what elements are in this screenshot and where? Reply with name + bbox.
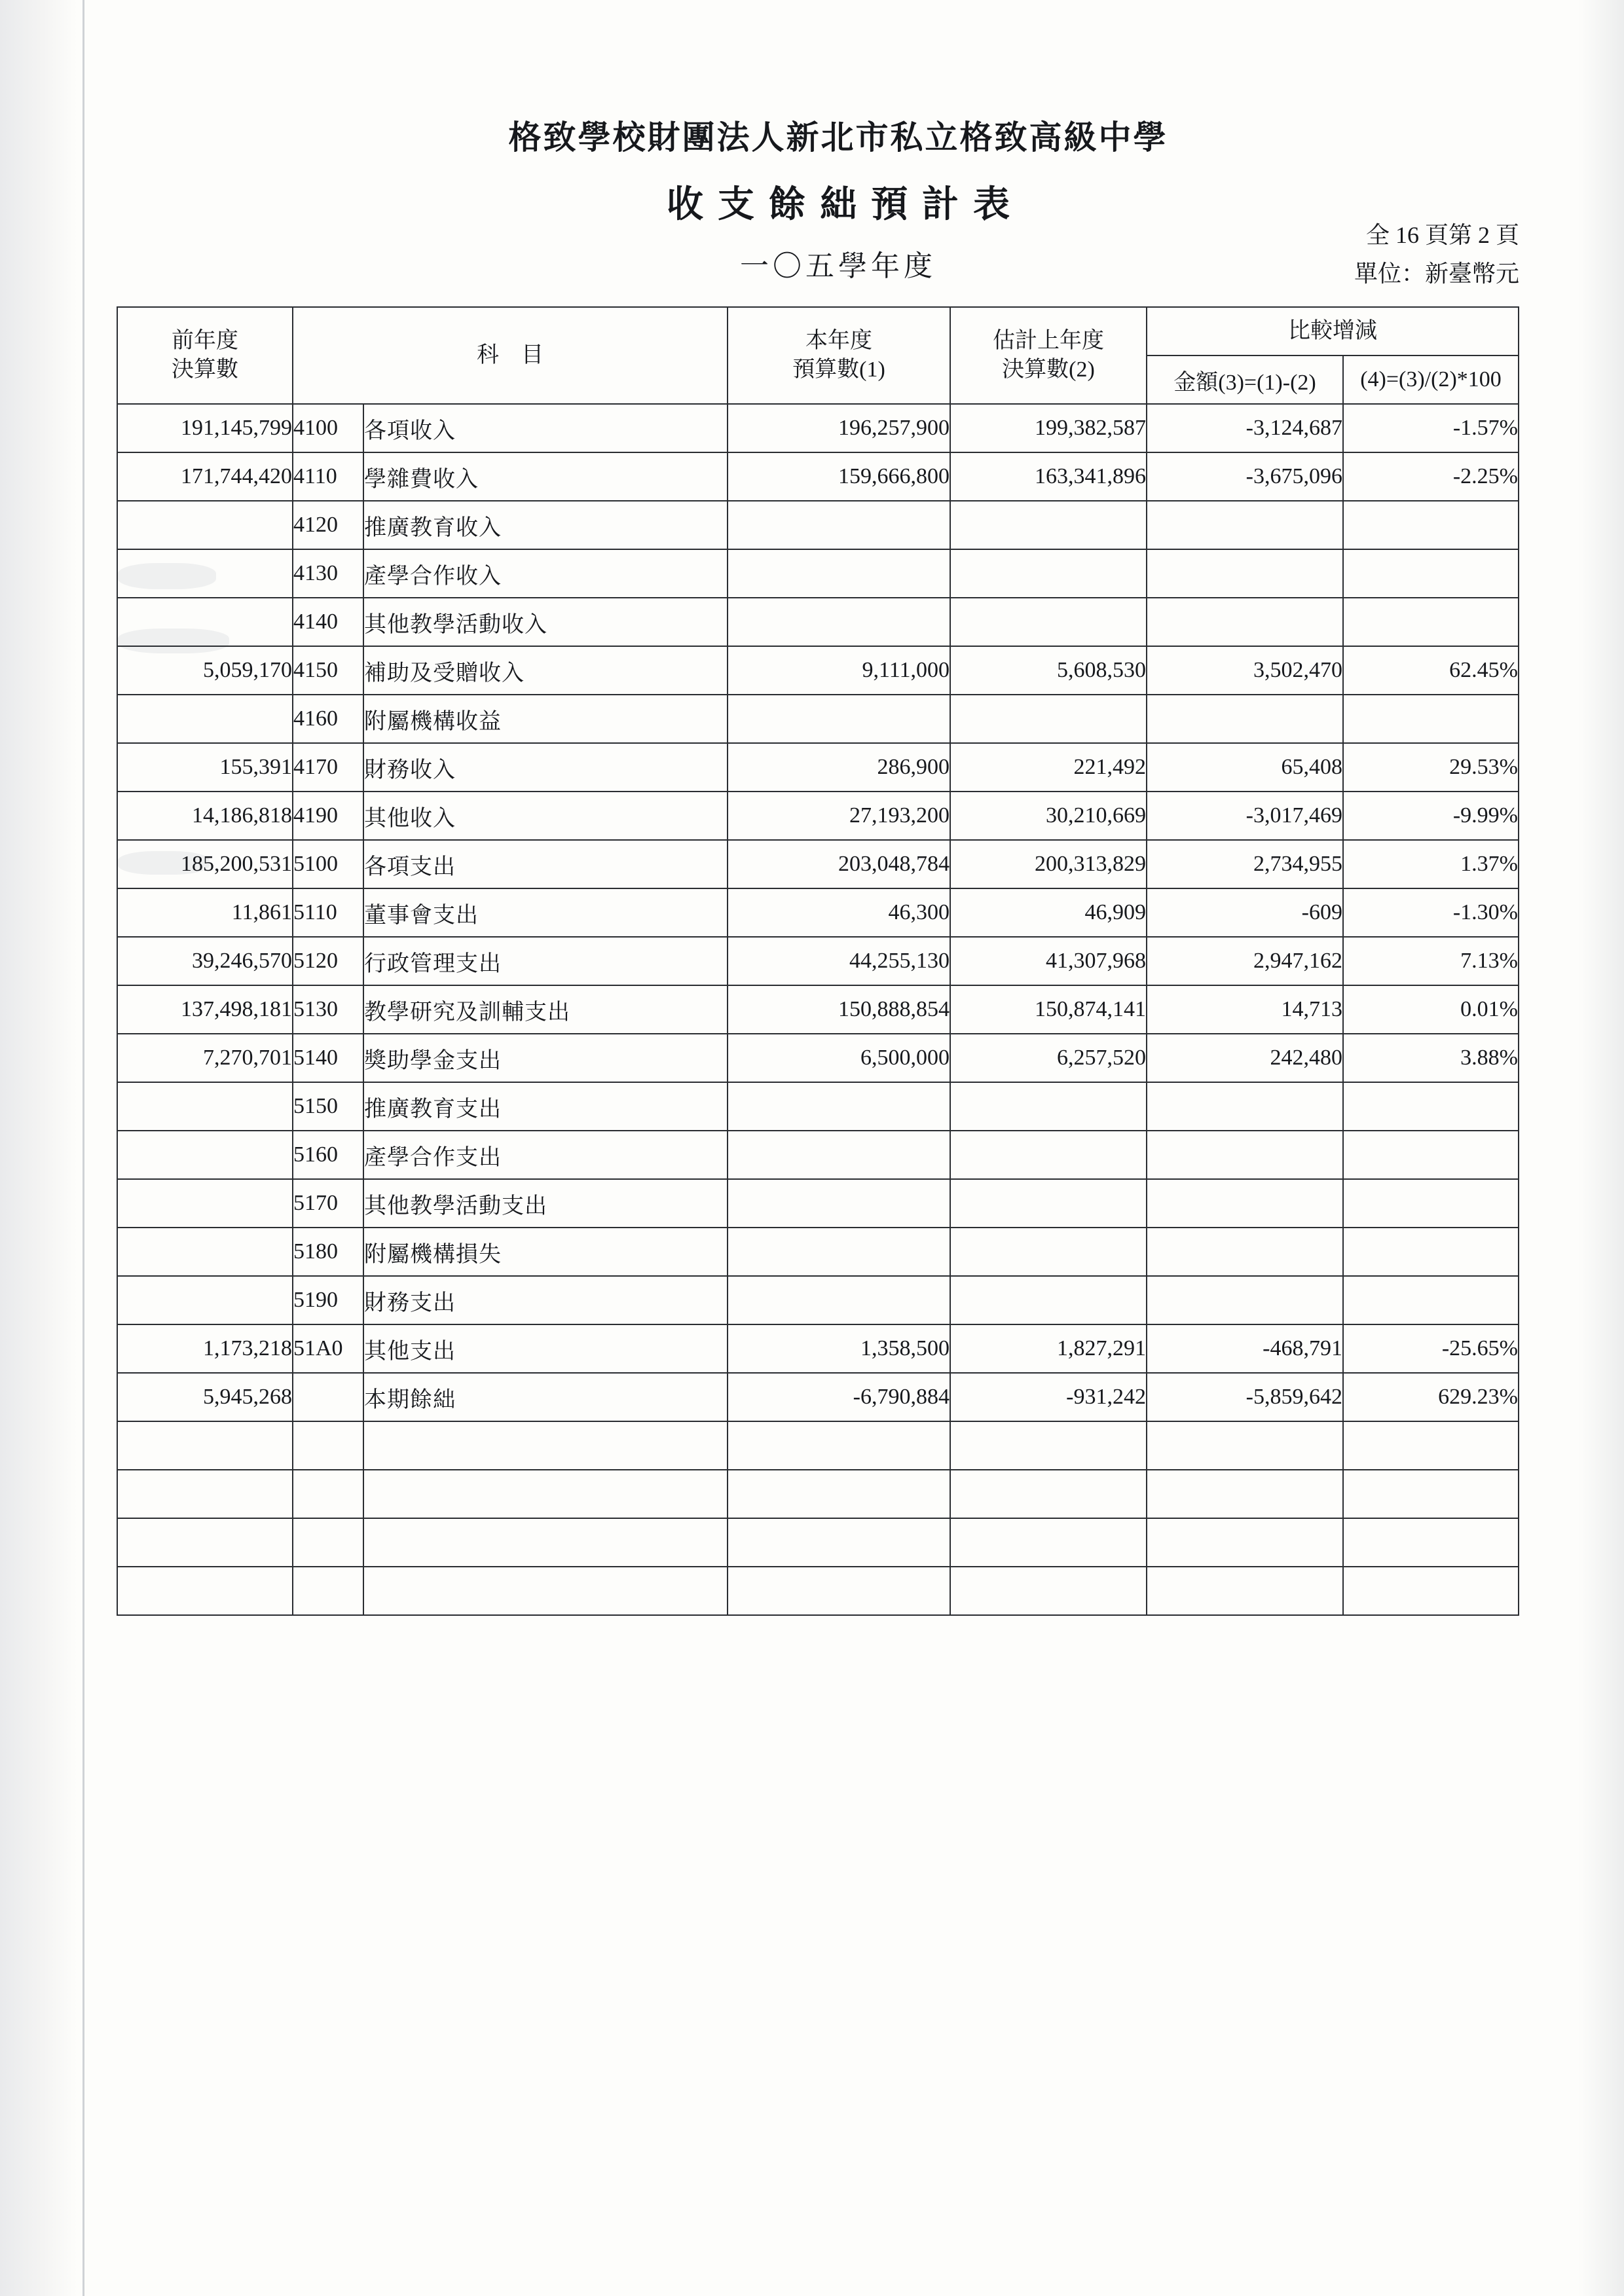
- table-row: [117, 792, 1519, 840]
- cell-budget: -6,790,884: [728, 1373, 950, 1421]
- cell-prev-year: [117, 1179, 293, 1228]
- cell-prev-year: [117, 549, 293, 598]
- cell-budget: [728, 1276, 950, 1324]
- table-row: [117, 646, 1519, 695]
- cell-estimate: 46,909: [950, 888, 1147, 937]
- cell-subject-name: 行政管理支出: [363, 937, 728, 985]
- cell-subject-name: 學雜費收入: [363, 452, 728, 501]
- cell-subject-name: 財務收入: [363, 743, 728, 792]
- cell-prev-year: [117, 501, 293, 549]
- cell-account-code: 5100: [293, 840, 363, 888]
- cell-diff-amount: -609: [1147, 888, 1343, 937]
- cell-budget: 159,666,800: [728, 452, 950, 501]
- cell-prev-year: 171,744,420: [117, 452, 293, 501]
- cell-account-code: 4150: [293, 646, 363, 695]
- cell-prev-year: 14,186,818: [117, 792, 293, 840]
- cell-diff-percent: [1343, 1567, 1519, 1615]
- cell-prev-year: [117, 1276, 293, 1324]
- cell-prev-year: 5,945,268: [117, 1373, 293, 1421]
- cell-subject-name: 推廣教育支出: [363, 1082, 728, 1131]
- cell-budget: 1,358,500: [728, 1324, 950, 1373]
- cell-account-code: 4190: [293, 792, 363, 840]
- cell-subject-name: 附屬機構損失: [363, 1228, 728, 1276]
- cell-estimate: [950, 1179, 1147, 1228]
- cell-diff-percent: [1343, 1518, 1519, 1567]
- cell-prev-year: [117, 1518, 293, 1567]
- cell-account-code: 4100: [293, 404, 363, 452]
- cell-estimate: [950, 1228, 1147, 1276]
- table-row: [117, 1324, 1519, 1373]
- cell-diff-amount: [1147, 1276, 1343, 1324]
- cell-account-code: 5160: [293, 1131, 363, 1179]
- cell-estimate: 5,608,530: [950, 646, 1147, 695]
- cell-subject-name: [363, 1518, 728, 1567]
- cell-estimate: 150,874,141: [950, 985, 1147, 1034]
- column-header-percent: (4)=(3)/(2)*100: [1343, 355, 1519, 404]
- cell-prev-year: [117, 695, 293, 743]
- cell-budget: [728, 1567, 950, 1615]
- cell-account-code: [293, 1421, 363, 1470]
- cell-account-code: 5190: [293, 1276, 363, 1324]
- cell-budget: [728, 1518, 950, 1567]
- table-row: [117, 743, 1519, 792]
- cell-subject-name: 補助及受贈收入: [363, 646, 728, 695]
- cell-estimate: 30,210,669: [950, 792, 1147, 840]
- scan-edge-line: [83, 0, 84, 2296]
- cell-budget: [728, 1082, 950, 1131]
- cell-prev-year: [117, 1470, 293, 1518]
- cell-diff-amount: 2,734,955: [1147, 840, 1343, 888]
- cell-diff-percent: [1343, 1276, 1519, 1324]
- cell-prev-year: 185,200,531: [117, 840, 293, 888]
- cell-account-code: 5140: [293, 1034, 363, 1082]
- cell-diff-percent: [1343, 598, 1519, 646]
- cell-estimate: 41,307,968: [950, 937, 1147, 985]
- organization-title: 格致學校財團法人新北市私立格致高級中學: [508, 119, 1168, 156]
- cell-diff-percent: 3.88%: [1343, 1034, 1519, 1082]
- table-row: [117, 1567, 1519, 1615]
- cell-prev-year: [117, 1131, 293, 1179]
- table-row: [117, 1131, 1519, 1179]
- cell-estimate: 221,492: [950, 743, 1147, 792]
- cell-diff-amount: 14,713: [1147, 985, 1343, 1034]
- cell-subject-name: [363, 1421, 728, 1470]
- cell-subject-name: 教學研究及訓輔支出: [363, 985, 728, 1034]
- cell-estimate: 200,313,829: [950, 840, 1147, 888]
- cell-estimate: [950, 695, 1147, 743]
- cell-prev-year: 11,861: [117, 888, 293, 937]
- cell-diff-percent: -25.65%: [1343, 1324, 1519, 1373]
- table-row: [117, 695, 1519, 743]
- cell-estimate: [950, 1082, 1147, 1131]
- table-row: [117, 1082, 1519, 1131]
- cell-budget: [728, 1131, 950, 1179]
- cell-diff-amount: [1147, 1518, 1343, 1567]
- cell-diff-percent: [1343, 1131, 1519, 1179]
- unit-info: 單位：新臺幣元: [1354, 261, 1519, 287]
- cell-subject-name: 產學合作支出: [363, 1131, 728, 1179]
- cell-account-code: [293, 1567, 363, 1615]
- cell-account-code: [293, 1470, 363, 1518]
- cell-estimate: [950, 501, 1147, 549]
- cell-account-code: 5120: [293, 937, 363, 985]
- cell-account-code: 4130: [293, 549, 363, 598]
- cell-account-code: 5180: [293, 1228, 363, 1276]
- cell-prev-year: 5,059,170: [117, 646, 293, 695]
- cell-subject-name: 附屬機構收益: [363, 695, 728, 743]
- cell-estimate: [950, 549, 1147, 598]
- table-header: [117, 307, 1519, 404]
- cell-account-code: 4160: [293, 695, 363, 743]
- budget-table: [117, 306, 1519, 1616]
- cell-diff-amount: [1147, 1567, 1343, 1615]
- cell-diff-amount: 242,480: [1147, 1034, 1343, 1082]
- cell-estimate: -931,242: [950, 1373, 1147, 1421]
- table-row: [117, 1034, 1519, 1082]
- cell-diff-percent: [1343, 695, 1519, 743]
- cell-subject-name: 其他教學活動收入: [363, 598, 728, 646]
- page-info: 全 16 頁第 2 頁: [1365, 222, 1519, 248]
- cell-budget: [728, 1179, 950, 1228]
- cell-diff-percent: [1343, 1179, 1519, 1228]
- cell-budget: [728, 695, 950, 743]
- table-row: [117, 888, 1519, 937]
- cell-diff-percent: 7.13%: [1343, 937, 1519, 985]
- cell-diff-percent: [1343, 1082, 1519, 1131]
- cell-diff-amount: [1147, 598, 1343, 646]
- cell-diff-percent: 629.23%: [1343, 1373, 1519, 1421]
- table-row: [117, 1470, 1519, 1518]
- cell-budget: 286,900: [728, 743, 950, 792]
- column-header-budget: 本年度 預算數(1): [728, 307, 950, 404]
- cell-subject-name: 董事會支出: [363, 888, 728, 937]
- cell-diff-amount: [1147, 1131, 1343, 1179]
- cell-subject-name: [363, 1567, 728, 1615]
- cell-diff-amount: [1147, 1228, 1343, 1276]
- table-row: [117, 840, 1519, 888]
- cell-estimate: [950, 1518, 1147, 1567]
- cell-subject-name: 推廣教育收入: [363, 501, 728, 549]
- cell-subject-name: 獎助學金支出: [363, 1034, 728, 1082]
- cell-prev-year: [117, 598, 293, 646]
- table-row: [117, 1421, 1519, 1470]
- cell-budget: [728, 1421, 950, 1470]
- cell-account-code: 5110: [293, 888, 363, 937]
- table-row: [117, 452, 1519, 501]
- cell-estimate: 1,827,291: [950, 1324, 1147, 1373]
- cell-diff-percent: 0.01%: [1343, 985, 1519, 1034]
- column-header-subject: 科 目: [293, 307, 728, 404]
- cell-budget: 44,255,130: [728, 937, 950, 985]
- cell-budget: [728, 598, 950, 646]
- cell-account-code: [293, 1373, 363, 1421]
- cell-estimate: [950, 1131, 1147, 1179]
- column-header-prev-year: 前年度 決算數: [117, 307, 293, 404]
- cell-budget: [728, 501, 950, 549]
- cell-subject-name: 其他收入: [363, 792, 728, 840]
- cell-subject-name: [363, 1470, 728, 1518]
- cell-account-code: 4120: [293, 501, 363, 549]
- cell-diff-amount: [1147, 501, 1343, 549]
- document-title: 收支餘絀預計表: [667, 185, 1024, 225]
- cell-diff-percent: 62.45%: [1343, 646, 1519, 695]
- cell-diff-amount: [1147, 1470, 1343, 1518]
- table-row: [117, 501, 1519, 549]
- cell-budget: 196,257,900: [728, 404, 950, 452]
- cell-estimate: 199,382,587: [950, 404, 1147, 452]
- cell-estimate: [950, 1567, 1147, 1615]
- column-header-amount: 金額(3)=(1)-(2): [1147, 355, 1343, 404]
- table-row: [117, 1276, 1519, 1324]
- cell-diff-percent: -2.25%: [1343, 452, 1519, 501]
- cell-budget: 27,193,200: [728, 792, 950, 840]
- cell-diff-amount: -468,791: [1147, 1324, 1343, 1373]
- cell-diff-percent: -9.99%: [1343, 792, 1519, 840]
- cell-diff-amount: [1147, 549, 1343, 598]
- cell-estimate: [950, 598, 1147, 646]
- column-header-estimate: 估計上年度 決算數(2): [950, 307, 1147, 404]
- column-header-compare: 比較增減: [1147, 307, 1519, 355]
- cell-diff-amount: 65,408: [1147, 743, 1343, 792]
- cell-diff-percent: [1343, 1421, 1519, 1470]
- cell-prev-year: 7,270,701: [117, 1034, 293, 1082]
- table-row: [117, 937, 1519, 985]
- cell-estimate: 6,257,520: [950, 1034, 1147, 1082]
- cell-diff-percent: [1343, 1228, 1519, 1276]
- table-body: [117, 404, 1519, 1615]
- cell-diff-percent: [1343, 501, 1519, 549]
- cell-diff-percent: 1.37%: [1343, 840, 1519, 888]
- cell-prev-year: [117, 1421, 293, 1470]
- cell-estimate: [950, 1276, 1147, 1324]
- cell-prev-year: [117, 1228, 293, 1276]
- cell-budget: 150,888,854: [728, 985, 950, 1034]
- document-content: [98, 0, 1578, 1616]
- cell-diff-amount: [1147, 1082, 1343, 1131]
- table-row: [117, 1518, 1519, 1567]
- cell-account-code: 51A0: [293, 1324, 363, 1373]
- cell-diff-amount: -3,017,469: [1147, 792, 1343, 840]
- cell-budget: [728, 1228, 950, 1276]
- cell-account-code: 4110: [293, 452, 363, 501]
- cell-estimate: [950, 1421, 1147, 1470]
- cell-estimate: 163,341,896: [950, 452, 1147, 501]
- cell-diff-percent: -1.30%: [1343, 888, 1519, 937]
- table-row: [117, 1179, 1519, 1228]
- cell-diff-percent: [1343, 549, 1519, 598]
- cell-account-code: 5170: [293, 1179, 363, 1228]
- cell-account-code: [293, 1518, 363, 1567]
- cell-prev-year: 1,173,218: [117, 1324, 293, 1373]
- cell-prev-year: [117, 1567, 293, 1615]
- cell-prev-year: 155,391: [117, 743, 293, 792]
- table-row: [117, 598, 1519, 646]
- cell-diff-amount: -3,675,096: [1147, 452, 1343, 501]
- cell-diff-amount: -3,124,687: [1147, 404, 1343, 452]
- cell-prev-year: 191,145,799: [117, 404, 293, 452]
- cell-prev-year: 39,246,570: [117, 937, 293, 985]
- cell-diff-amount: 3,502,470: [1147, 646, 1343, 695]
- document-meta: [1354, 216, 1519, 294]
- cell-subject-name: 其他支出: [363, 1324, 728, 1373]
- cell-diff-percent: [1343, 1470, 1519, 1518]
- cell-budget: 46,300: [728, 888, 950, 937]
- cell-subject-name: 其他教學活動支出: [363, 1179, 728, 1228]
- cell-subject-name: 財務支出: [363, 1276, 728, 1324]
- cell-budget: [728, 1470, 950, 1518]
- cell-budget: 6,500,000: [728, 1034, 950, 1082]
- cell-subject-name: 各項收入: [363, 404, 728, 452]
- cell-prev-year: 137,498,181: [117, 985, 293, 1034]
- scan-edge-left: [0, 0, 77, 2296]
- cell-diff-percent: -1.57%: [1343, 404, 1519, 452]
- cell-diff-amount: [1147, 695, 1343, 743]
- cell-subject-name: 本期餘絀: [363, 1373, 728, 1421]
- table-row: [117, 985, 1519, 1034]
- table-row: [117, 1228, 1519, 1276]
- cell-account-code: 5130: [293, 985, 363, 1034]
- cell-estimate: [950, 1470, 1147, 1518]
- table-row: [117, 404, 1519, 452]
- cell-diff-amount: [1147, 1421, 1343, 1470]
- scan-edge-right: [1578, 0, 1624, 2296]
- cell-prev-year: [117, 1082, 293, 1131]
- cell-diff-amount: 2,947,162: [1147, 937, 1343, 985]
- table-row: [117, 1373, 1519, 1421]
- cell-subject-name: 各項支出: [363, 840, 728, 888]
- cell-account-code: 5150: [293, 1082, 363, 1131]
- academic-year: 一〇五學年度: [740, 250, 936, 282]
- cell-subject-name: 產學合作收入: [363, 549, 728, 598]
- table-row: [117, 549, 1519, 598]
- cell-account-code: 4140: [293, 598, 363, 646]
- cell-budget: 203,048,784: [728, 840, 950, 888]
- cell-budget: [728, 549, 950, 598]
- cell-budget: 9,111,000: [728, 646, 950, 695]
- cell-account-code: 4170: [293, 743, 363, 792]
- cell-diff-amount: [1147, 1179, 1343, 1228]
- cell-diff-amount: -5,859,642: [1147, 1373, 1343, 1421]
- cell-diff-percent: 29.53%: [1343, 743, 1519, 792]
